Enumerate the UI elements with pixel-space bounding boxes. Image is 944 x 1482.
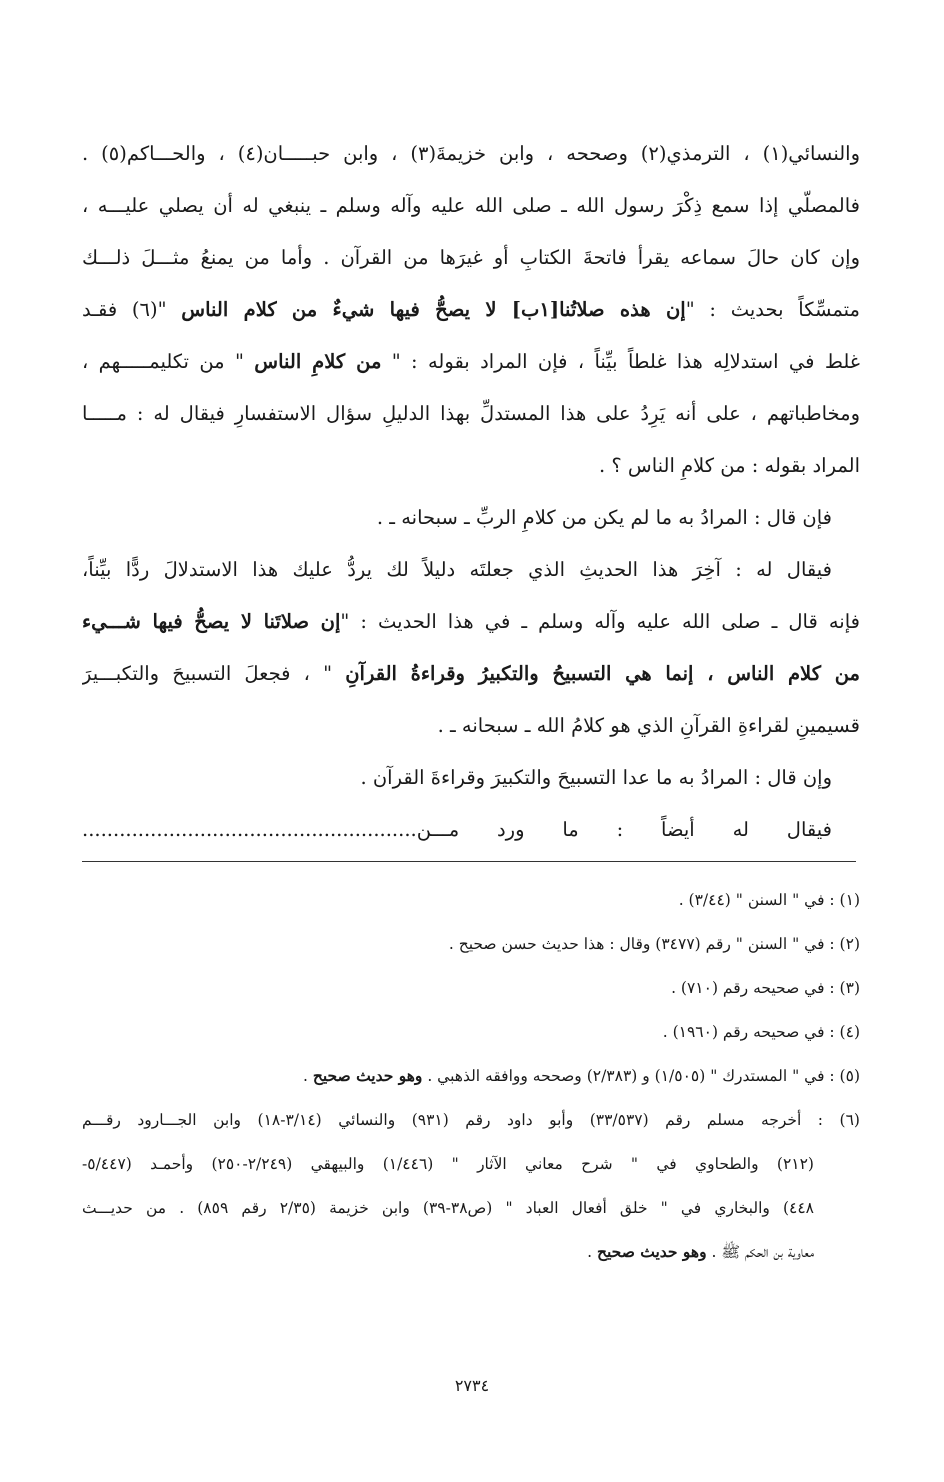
text-line: والنسائي(١) ، الترمذي(٢) وصححه ، وابن خزيمةَ(٣) ، وابن حبـــــان(٤) ، والحـــاكم(٥) .: [82, 142, 860, 165]
footnote: [82, 1010, 860, 1054]
footnote-text: ٤٤٨) والبخاري في " خلق أفعال العباد " (ص٣٨-٣٩) وابن خزيمة (٢/٣٥ رقم ٨٥٩) . من حديـــث: [82, 1199, 815, 1217]
main-text: [82, 128, 860, 856]
footnote-divider: [82, 861, 856, 862]
footnote: [82, 1098, 860, 1142]
footnote: [82, 922, 860, 966]
footnote-text: معاوية بن الحكم ﷺ .: [706, 1243, 814, 1261]
hadith-quote: من كلام الناس ، إنما هي التسبيحُ والتكبيرُ وقراءةُ القرآنِ: [345, 662, 860, 685]
text-segment: "(٦) فقـد: [82, 298, 182, 321]
footnote-text: (٢١٢) والطحاوي في " شرح معاني الآثار " (١/٤٤٦) والبيهقي (٢/٢٤٩-٢٥٠) وأحمـد (٥/٤٤٧-: [82, 1155, 814, 1173]
text-line: فيقال له أيضاً : ما ورد مـــن......................................................: [82, 818, 832, 841]
page-number: ٢٧٣٤: [454, 1376, 490, 1395]
footnote-text: (٥) : في " المستدرك " (١/٥٠٥) و (٢/٣٨٣) وصححه ووافقه الذهبي .: [422, 1067, 860, 1085]
text-line: قسيمينِ لقراءةِ القرآنِ الذي هو كلامُ الله ـ سبحانه ـ .: [437, 714, 860, 737]
text-segment: فإنه قال ـ صلى الله عليه وآله وسلم ـ في هذا الحديث : ": [340, 610, 860, 633]
text-line: [82, 336, 860, 388]
footnote-text: (١) : في " السنن " (٣/٤٤) .: [678, 891, 860, 909]
text-segment: متمسِّكاً بحديث : ": [685, 298, 860, 321]
footnote: [82, 966, 860, 1010]
hadith-quote: إن صلاتَنا لا يصحُّ فيها شـــيء: [82, 610, 341, 633]
hadith-quote: من كلامِ الناس: [254, 350, 382, 373]
footnotes: [82, 878, 860, 1274]
text-line: [82, 648, 860, 700]
text-line: ومخاطباتهم ، على أنه يَرِدُ على هذا المستدلِّ بهذا الدليلِ سؤال الاستفسارِ فيقال له : مـــــا: [82, 402, 860, 425]
footnote-continuation: [82, 1186, 860, 1230]
text-line: المراد بقوله : من كلامِ الناس ؟ .: [598, 454, 860, 477]
text-segment: " ، فجعلَ التسبيحَ والتكبـــيرَ: [82, 662, 346, 685]
footnote-text: (٢) : في " السنن " رقم (٣٤٧٧) وقال : هذا حديث حسن صحيح .: [448, 935, 860, 953]
hadith-quote: إن هذه صلاتُنا[١ب] لا يصحُّ فيها شيءٌ من كلام الناس: [181, 298, 686, 321]
text-segment: غلط في استدلالِه هذا غلطاً بيِّناً ، فإن المراد بقوله : ": [381, 350, 860, 373]
footnote: [82, 1054, 860, 1098]
text-line: [82, 284, 860, 336]
footnote-text: .: [302, 1067, 313, 1085]
footnote-text: (٣) : في صحيحه رقم (٧١٠) .: [671, 979, 860, 997]
text-line: وإن كان حالَ سماعه يقرأ فاتحةَ الكتابِ أو غيرَها من القرآن . وأما من يمنعُ مثـــلَ ذلـــك: [82, 246, 860, 269]
footnote-text: (٦) : أخرجه مسلم رقم (٣٣/٥٣٧) وأبو داود رقم (٩٣١) والنسائي (٣/١٤-١٨) وابن الجـــارود رقـــم: [82, 1111, 860, 1129]
footnote-grade: وهو حديث صحيح: [312, 1066, 423, 1085]
footnote-text: (٤) : في صحيحه رقم (١٩٦٠) .: [662, 1023, 860, 1041]
text-line: [82, 596, 860, 648]
footnote-grade: وهو حديث صحيح: [597, 1242, 707, 1261]
footnote-continuation: [82, 1230, 860, 1274]
footnote: [82, 878, 860, 922]
text-line: وإن قال : المرادُ به ما عدا التسبيحَ والتكبيرَ وقراءةَ القرآن .: [360, 766, 832, 789]
footnote-text: .: [587, 1243, 597, 1261]
text-line: فيقال له : آخِرَ هذا الحديثِ الذي جعلتَه دليلاً لك يردُّ عليك هذا الاستدلالَ ردًّا بيِّناً،: [82, 558, 832, 581]
footnote-continuation: [82, 1142, 860, 1186]
text-line: فإن قال : المرادُ به ما لم يكن من كلامِ الربِّ ـ سبحانه ـ .: [376, 506, 832, 529]
text-line: فالمصلّي إذا سمع ذِكْرَ رسول الله ـ صلى الله عليه وآله وسلم ـ ينبغي له أن يصلي عليـــه ،: [82, 194, 860, 217]
text-segment: " من تكليمـــــهم ،: [82, 350, 255, 373]
